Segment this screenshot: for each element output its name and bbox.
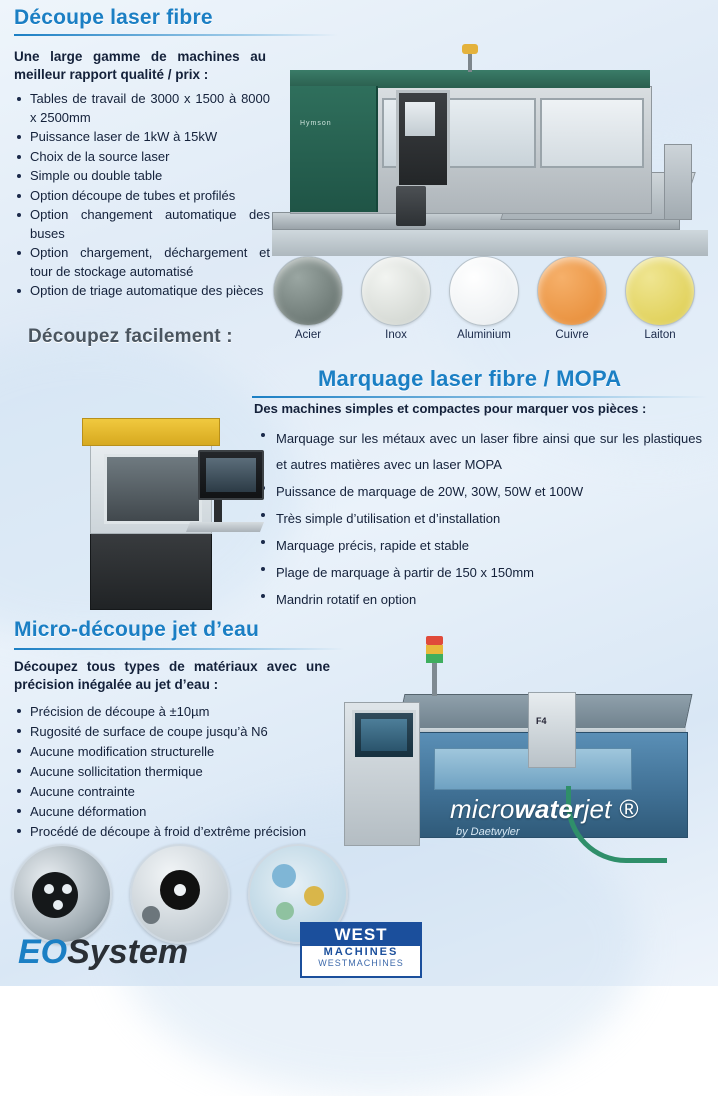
list-item: Procédé de découpe à froid d’extrême précision (14, 822, 354, 841)
list-item: Aucune modification structurelle (14, 742, 354, 761)
waterjet-cutting-head (528, 692, 576, 768)
partner-logo-line1: WEST (302, 924, 420, 946)
waterjet-brand-sub: by Daetwyler (456, 826, 520, 838)
waterjet-brand-part2: water (514, 794, 584, 824)
partner-logo-west-machines (300, 922, 422, 978)
list-item: Tables de travail de 3000 x 1500 à 8000 x 2500mm (14, 90, 270, 127)
machine-tower (664, 144, 692, 220)
laser-marking-machine-image (38, 372, 268, 612)
material-label: Inox (385, 329, 407, 341)
sample-parts-photos (8, 840, 348, 946)
material-label: Acier (294, 329, 322, 341)
list-item: Aucune déformation (14, 802, 354, 821)
list-item: Aucune contrainte (14, 782, 354, 801)
waterjet-bullet-list (14, 702, 354, 842)
sample-detail (142, 906, 160, 924)
company-logo-part2: System (67, 933, 189, 971)
list-item: Option changement automatique des buses (14, 206, 270, 243)
section-title-laser-marking: Marquage laser fibre / MOPA (318, 366, 622, 391)
section-rule-laser-cutting (14, 34, 338, 36)
waterjet-head-label: F4 (536, 716, 547, 726)
list-item: Marquage sur les métaux avec un laser fibre ainsi que sur les plastiques et autres matières avec un laser MOPA (258, 426, 702, 478)
sample-detail (53, 900, 63, 910)
sample-detail (44, 884, 54, 894)
material-laiton (624, 256, 696, 341)
laser-cutting-lead-text: Une large gamme de machines au meilleur rapport qualité / prix : (14, 49, 266, 82)
sample-detail (272, 864, 296, 888)
waterjet-lead-text: Découpez tous types de matériaux avec une précision inégalée au jet d’eau : (14, 659, 330, 692)
material-aluminium (448, 256, 520, 341)
waterjet-machine-image (338, 636, 710, 868)
partner-logo-line3: WESTMACHINES (318, 958, 404, 968)
machine-green-panel (290, 86, 378, 212)
material-swatch-disc (449, 256, 519, 326)
laser-cutting-bullet-list (14, 90, 270, 302)
material-swatch-disc (537, 256, 607, 326)
list-item: Très simple d’utilisation et d’installation (258, 506, 702, 532)
sample-photo-2 (130, 844, 230, 944)
list-item: Mandrin rotatif en option (258, 587, 702, 613)
section-title-waterjet: Micro-découpe jet d’eau (14, 618, 259, 641)
laser-marking-lead-text: Des machines simples et compactes pour marquer vos pièces : (254, 401, 647, 416)
laser-cutting-subtitle: Découpez facilement : (28, 326, 233, 347)
list-item: Puissance de marquage de 20W, 30W, 50W et 100W (258, 479, 702, 505)
section-rule-waterjet (14, 648, 344, 650)
laser-cutting-machine-image (272, 44, 708, 256)
material-label: Cuivre (555, 329, 589, 341)
list-item: Aucune sollicitation thermique (14, 762, 354, 781)
list-item: Option chargement, déchargement et tour de stockage automatisé (14, 244, 270, 281)
marking-machine-base (90, 528, 212, 610)
list-item: Précision de découpe à ±10µm (14, 702, 354, 721)
sample-detail (62, 884, 72, 894)
company-logo (18, 933, 188, 972)
waterjet-signal-lamp-red (426, 636, 443, 645)
list-item: Option de triage automatique des pièces (14, 282, 270, 301)
waterjet-control-screen (352, 710, 416, 760)
list-item: Marquage précis, rapide et stable (258, 533, 702, 559)
machine-window-right (540, 98, 644, 168)
machine-signal-lamp (462, 44, 478, 54)
section-rule-laser-marking (252, 396, 708, 398)
material-cuivre (536, 256, 608, 341)
machine-hmi-screen (405, 102, 435, 136)
list-item: Puissance laser de 1kW à 15kW (14, 128, 270, 147)
machine-brand-label: Hymson (300, 120, 332, 127)
marking-machine-keyboard-tray (186, 522, 264, 532)
waterjet-brand-part3: jet ® (583, 794, 639, 824)
company-logo-part1: EO (18, 933, 68, 971)
machine-floor (272, 230, 708, 256)
material-inox (360, 256, 432, 341)
marking-machine-monitor (198, 450, 264, 500)
list-item: Simple ou double table (14, 167, 270, 186)
laser-marking-bullet-list (258, 426, 702, 614)
waterjet-brand-label (450, 794, 638, 825)
material-label: Laiton (644, 329, 676, 341)
sample-detail (304, 886, 324, 906)
section-title-laser-cutting: Découpe laser fibre (14, 6, 213, 29)
waterjet-signal-lamp-green (426, 654, 443, 663)
list-item: Rugosité de surface de coupe jusqu’à N6 (14, 722, 354, 741)
partner-logo-line2: MACHINES (323, 946, 399, 958)
material-acier (272, 256, 344, 341)
material-swatch-disc (625, 256, 695, 326)
material-swatch-row (272, 256, 712, 352)
sample-detail (174, 884, 186, 896)
marking-machine-top-cover (82, 418, 220, 446)
material-label: Aluminium (457, 329, 511, 341)
material-swatch-disc (361, 256, 431, 326)
list-item: Plage de marquage à partir de 150 x 150mm (258, 560, 702, 586)
marking-machine-window (104, 454, 202, 524)
sample-photo-1 (12, 844, 112, 944)
list-item: Choix de la source laser (14, 148, 270, 167)
material-swatch-disc (273, 256, 343, 326)
machine-control-box (396, 186, 426, 226)
sample-detail (32, 872, 78, 918)
waterjet-signal-lamp-amber (426, 645, 443, 654)
sample-detail (276, 902, 294, 920)
waterjet-brand-part1: micro (450, 794, 515, 824)
list-item: Option découpe de tubes et profilés (14, 187, 270, 206)
